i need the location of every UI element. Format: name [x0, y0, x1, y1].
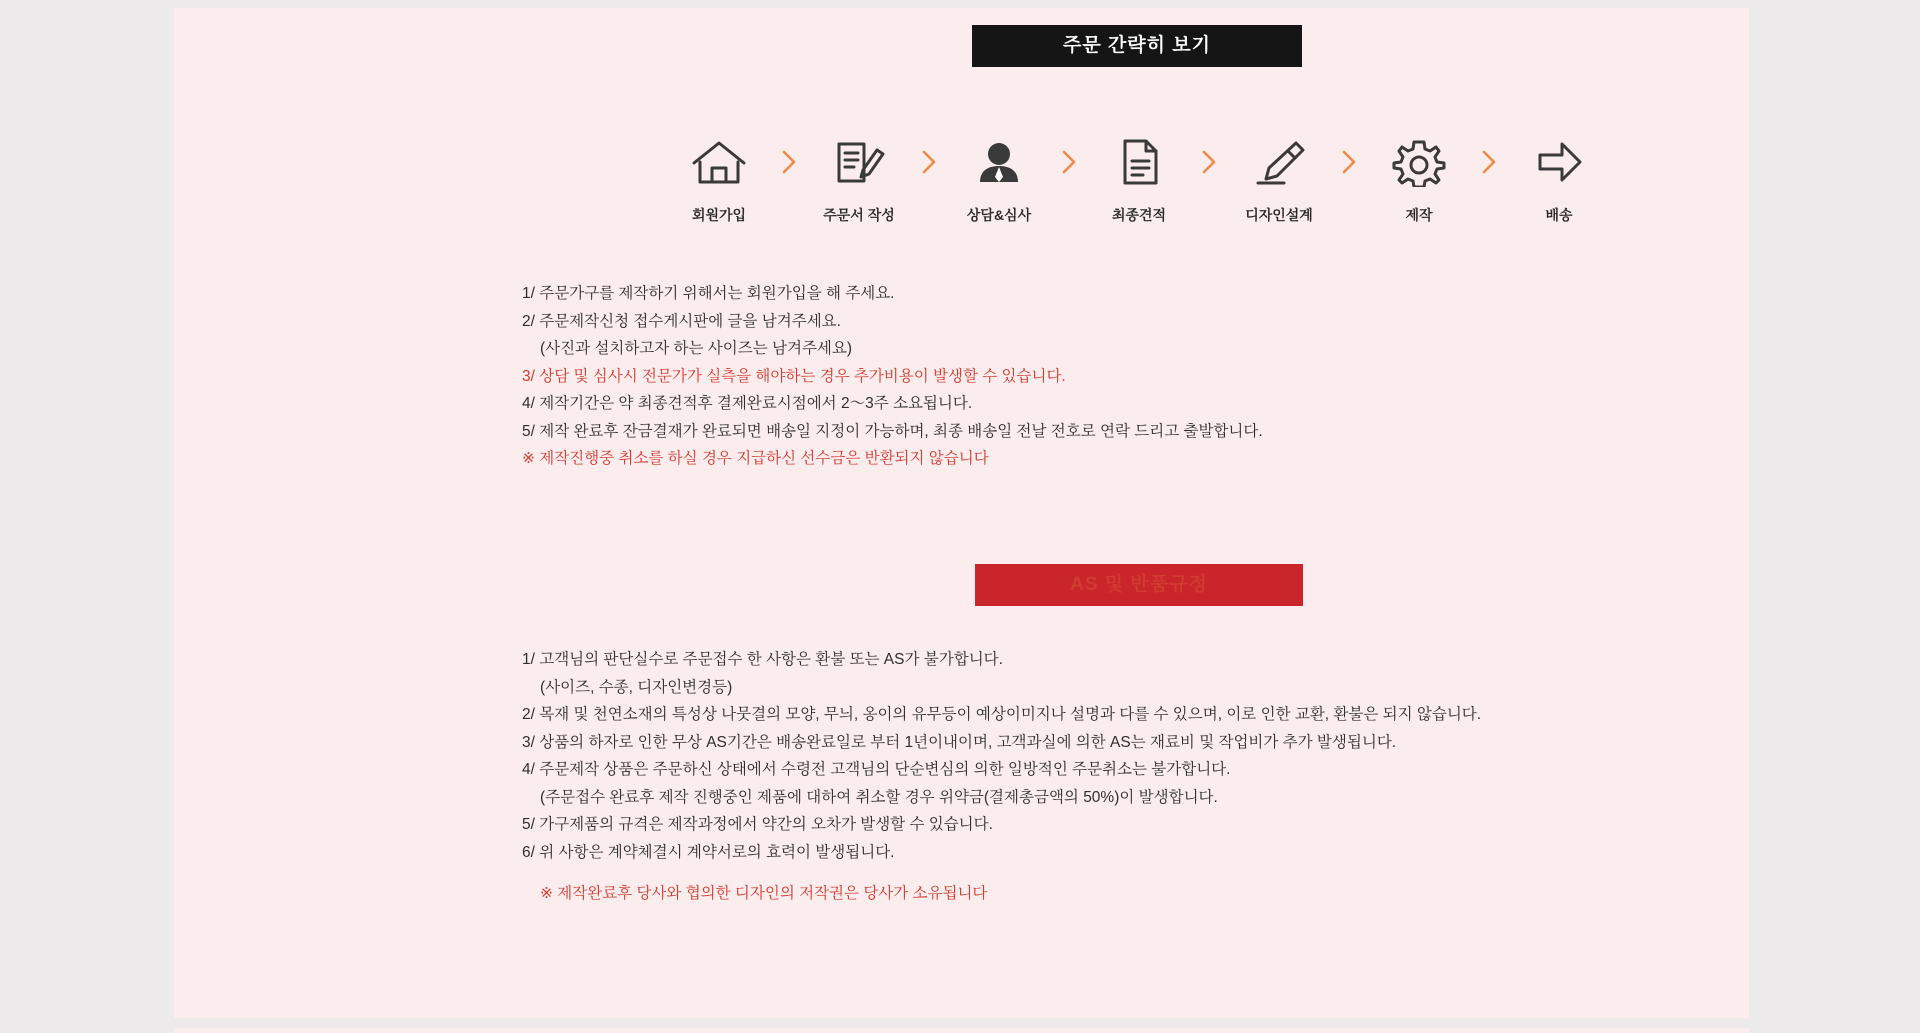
note-line: 6/ 위 사항은 계약체결시 계약서로의 효력이 발생됩니다.: [522, 843, 895, 861]
flow-step-delivery: [1507, 131, 1611, 225]
flow-step-design: [1227, 131, 1331, 225]
flow-step-membership: [667, 131, 771, 225]
note-line: 3/ 상품의 하자로 인한 무상 AS기간은 배송완료일로 부터 1년이내이며, 고객과실에 의한 AS는 재료비 및 작업비가 추가 발생됩니다.: [522, 733, 1397, 751]
note-line: ※ 제작진행중 취소를 하실 경우 지급하신 선수금은 반환되지 않습니다: [522, 450, 989, 467]
chevron-right-icon: [771, 131, 807, 193]
panel-bottom-strip: [174, 1028, 1749, 1033]
flow-step-order-form: [807, 131, 911, 225]
flow-step-label: 배송: [1545, 207, 1573, 223]
note-line: 1/ 고객님의 판단실수로 주문접수 한 사항은 환불 또는 AS가 불가합니다.: [522, 651, 1003, 668]
note-line: 5/ 제작 완료후 잔금결재가 완료되면 배송일 지정이 가능하며, 최종 배송일 전날 전호로 연락 드리고 출발합니다.: [522, 422, 1263, 440]
order-summary-notes: [522, 286, 1622, 479]
chevron-right-icon: [911, 131, 947, 193]
note-line: 3/ 상담 및 심사시 전문가가 실측을 해야하는 경우 추가비용이 발생할 수 있습니다.: [522, 367, 1066, 385]
person-headset-icon: [970, 131, 1028, 193]
note-line: 1/ 주문가구를 제작하기 위해서는 회원가입을 해 주세요.: [522, 285, 895, 302]
chevron-right-icon: [1191, 131, 1227, 193]
flow-step-label: 회원가입: [691, 207, 747, 223]
flow-step-consulting: [947, 131, 1051, 225]
as-policy-banner: AS 및 반품규정: [975, 564, 1303, 606]
note-line: ※ 제작완료후 당사와 협의한 디자인의 저작권은 당사가 소유됩니다: [540, 885, 988, 902]
chevron-right-icon: [1331, 131, 1367, 193]
flow-step-label: 제작: [1405, 207, 1433, 223]
marker-pen-icon: [1250, 131, 1308, 193]
flow-step-label: 최종견적: [1111, 207, 1167, 223]
chevron-right-icon: [1051, 131, 1087, 193]
note-line: 4/ 제작기간은 약 최종견적후 결제완료시점에서 2〜3주 소요됩니다.: [522, 395, 973, 412]
document-pen-icon: [830, 131, 888, 193]
note-line: (사이즈, 수종, 디자인변경등): [540, 678, 733, 696]
note-line: 5/ 가구제품의 규격은 제작과정에서 약간의 오차가 발생할 수 있습니다.: [522, 816, 993, 833]
note-line: 4/ 주문제작 상품은 주문하신 상태에서 수령전 고객님의 단순변심의 의한 일방적인 주문취소는 불가합니다.: [522, 761, 1231, 778]
file-lines-icon: [1110, 131, 1168, 193]
note-line: 2/ 주문제작신청 접수게시판에 글을 남겨주세요.: [522, 312, 841, 330]
flow-step-label: 디자인설계: [1245, 207, 1313, 223]
flow-step-label: 주문서 작성: [823, 207, 895, 223]
as-policy-notes: [522, 652, 1702, 914]
order-summary-banner: 주문 간략히 보기: [972, 25, 1302, 67]
content-panel: [174, 8, 1749, 1018]
house-icon: [690, 131, 748, 193]
chevron-right-icon: [1471, 131, 1507, 193]
note-spacer: [522, 872, 1702, 886]
flow-step-final-quote: [1087, 131, 1191, 225]
note-line: 2/ 목재 및 천연소재의 특성상 나뭇결의 모양, 무늬, 옹이의 유무등이 예상이미지나 설명과 다를 수 있으며, 이로 인한 교환, 환불은 되지 않습니다.: [522, 706, 1482, 723]
process-flow: [644, 131, 1634, 241]
gear-icon: [1390, 131, 1448, 193]
note-line: (주문접수 완료후 제작 진행중인 제품에 대하여 취소할 경우 위약금(결제총금액의 50%)이 발생합니다.: [540, 788, 1218, 806]
flow-step-label: 상담&심사: [966, 207, 1032, 223]
note-line: (사진과 설치하고자 하는 사이즈는 남겨주세요): [540, 340, 853, 357]
arrow-right-icon: [1530, 131, 1588, 193]
flow-step-production: [1367, 131, 1471, 225]
